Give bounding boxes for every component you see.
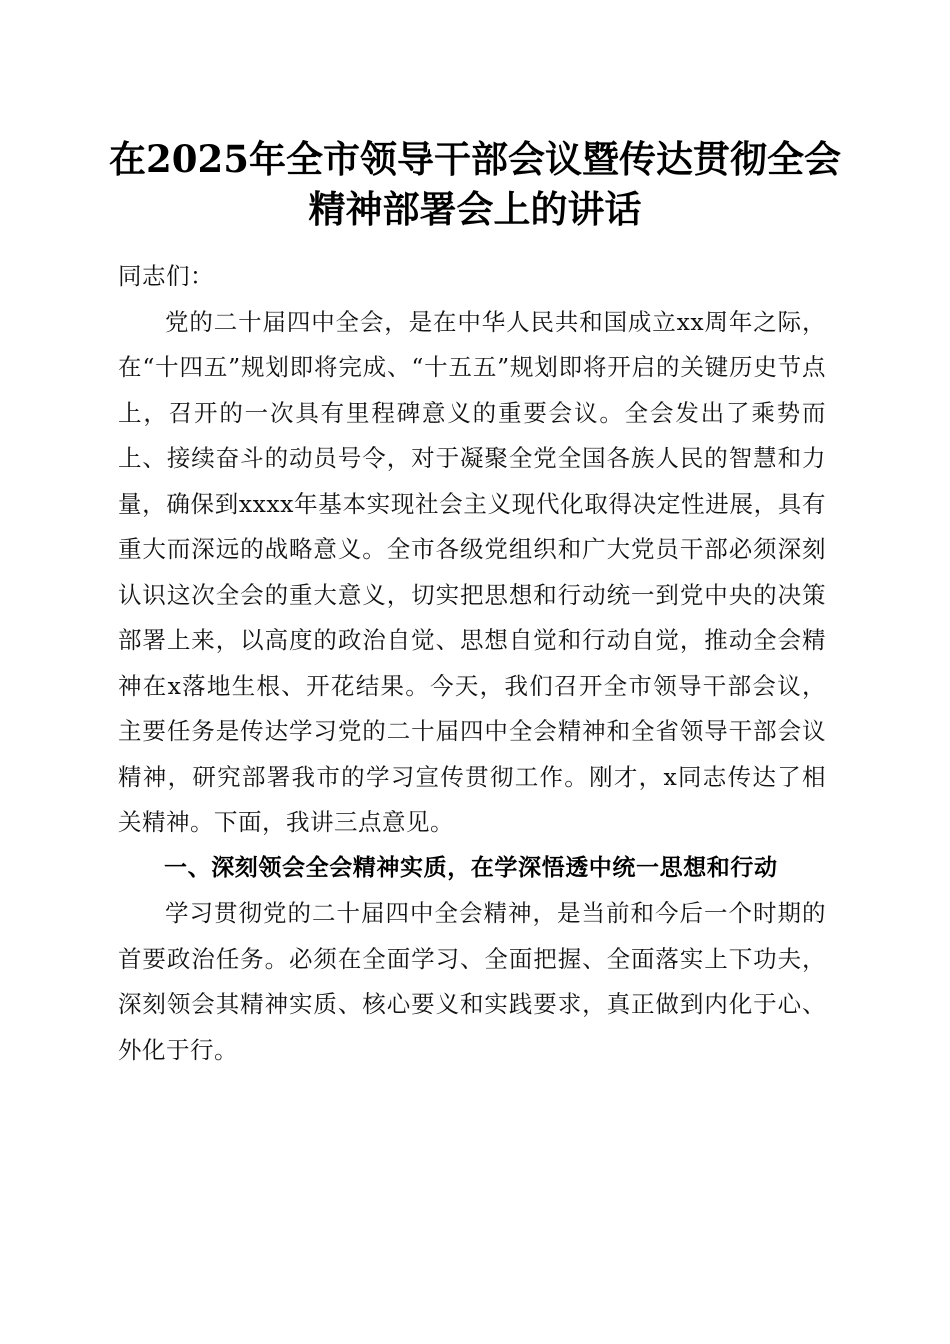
document-title	[80, 134, 870, 234]
section-heading-1: 一、深刻领会全会精神实质，在学深悟透中统一思想和行动	[164, 854, 778, 881]
salutation: 同志们：	[118, 262, 214, 290]
intro-paragraph: 党的二十届四中全会，是在中华人民共和国成立xx周年之际，在“十四五”规划即将完成、“十五五”规划即将开启的关键历史节点上，召开的一次具有里程碑意义的重要会议。全会发出了乘势而上、接续奋斗的动员号令，对于凝聚全党全国各族人民的智慧和力量，确保到xxxx年基本实现社会主义现代化取得决定性进展，具有重大而深远的战略意义。全市各级党组织和广大党员干部必须深刻认识这次全会的重大意义，切实把思想和行动统一到党中央的决策部署上来，以高度的政治自觉、思想自觉和行动自觉，推动全会精神在x落地生根、开花结果。今天，我们召开全市领导干部会议，主要任务是传达学习党的二十届四中全会精神和全省领导干部会议精神，研究部署我市的学习宣传贯彻工作。刚才，x同志传达了相关精神。下面，我讲三点意见。	[118, 307, 826, 836]
title-line-2: 精神部署会上的讲话	[308, 187, 642, 231]
section-paragraph-1: 学习贯彻党的二十届四中全会精神，是当前和今后一个时期的首要政治任务。必须在全面学习、全面把握、全面落实上下功夫，深刻领会其精神实质、核心要义和实践要求，真正做到内化于心、外化于行。	[118, 899, 826, 1064]
document-body	[118, 254, 826, 1073]
title-line-1: 在2025年全市领导干部会议暨传达贯彻全会	[109, 137, 841, 181]
